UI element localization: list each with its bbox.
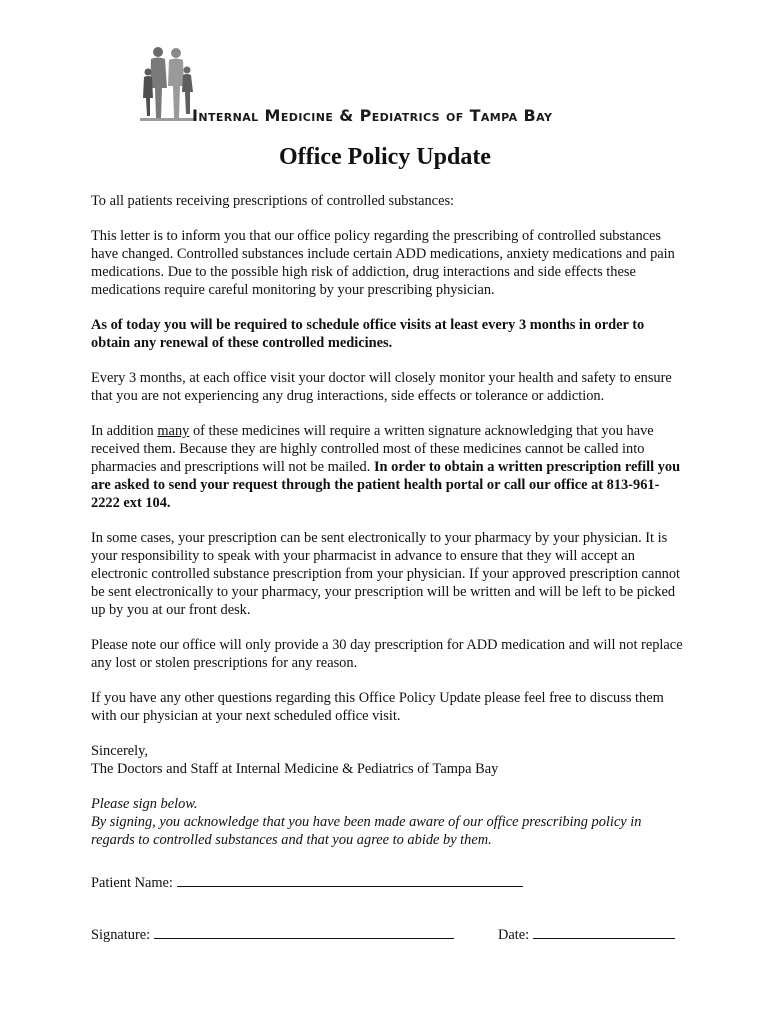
- letterhead: [138, 44, 658, 128]
- paragraph-add-limit: Please note our office will only provide a 30 day prescription for ADD medication and will not replace any lost or stolen prescriptions for any reason.: [91, 637, 683, 671]
- patient-name-field[interactable]: [177, 872, 523, 887]
- letter-body: [91, 192, 683, 866]
- signoff: The Doctors and Staff at Internal Medicine & Pediatrics of Tampa Bay: [91, 761, 499, 777]
- p4-lead: In addition: [91, 423, 158, 439]
- sign-instructions-line2: By signing, you acknowledge that you have been made aware of our office prescribing policy in regards to controlled substances and that you agree to abide by them.: [91, 814, 642, 848]
- p4-underlined-many: many: [157, 423, 190, 439]
- sign-instructions-line1: Please sign below.: [91, 796, 198, 812]
- signature-label: Signature:: [91, 927, 151, 943]
- paragraph-electronic-prescription: In some cases, your prescription can be sent electronically to your pharmacy by your physician. It is your responsibility to speak with your pharmacist in advance to ensure that they will accept an electronic controlled substance prescription from your physician. If your approved prescription cannot be sent electronically to your pharmacy, your prescription will be written and will be left to be picked up by you at our front desk.: [91, 530, 681, 618]
- sign-instructions: [91, 795, 683, 849]
- signature-field[interactable]: [154, 924, 454, 939]
- page-title: Office Policy Update: [279, 144, 491, 170]
- organization-name: Internal Medicine & Pediatrics of Tampa Bay: [192, 106, 553, 125]
- paragraph-visit-requirement: As of today you will be required to schedule office visits at least every 3 months in order to obtain any renewal of these controlled medicines.: [91, 317, 645, 351]
- date-label: Date:: [498, 927, 530, 943]
- p4-refill-instructions: In order to obtain a written prescription refill you are asked to send your request through the patient health portal or call our office at 813-961-2222 ext 104.: [91, 459, 681, 511]
- date-field[interactable]: [533, 924, 675, 939]
- paragraph-policy-change: This letter is to inform you that our office policy regarding the prescribing of controlled substances have changed. Controlled substances include certain ADD medications, anxiety medications and pain medications. Due to the possible high risk of addiction, drug interactions and side effects these medications require careful monitoring by your prescribing physician.: [91, 228, 675, 298]
- patient-name-label: Patient Name:: [91, 875, 173, 891]
- paragraph-signature-requirement: [91, 422, 683, 512]
- paragraph-monitoring: Every 3 months, at each office visit your doctor will closely monitor your health and safety to ensure that you are not experiencing any drug interactions, side effects or tolerance or addiction.: [91, 370, 672, 404]
- family-logo-icon: [138, 44, 200, 124]
- p4-middle: of these medicines will require a written signature acknowledging that you have received them. Because they are highly controlled most of these medicines cannot be called into pharmacies and prescriptions will not be mailed.: [91, 423, 654, 475]
- paragraph-questions: If you have any other questions regarding this Office Policy Update please feel free to discuss them with our physician at your next scheduled office visit.: [91, 690, 664, 724]
- greeting: To all patients receiving prescriptions of controlled substances:: [91, 193, 455, 209]
- closing: [91, 742, 683, 778]
- signature-row: [91, 924, 454, 944]
- patient-name-row: [91, 872, 523, 892]
- salutation: Sincerely,: [91, 743, 149, 759]
- date-row: [498, 924, 675, 944]
